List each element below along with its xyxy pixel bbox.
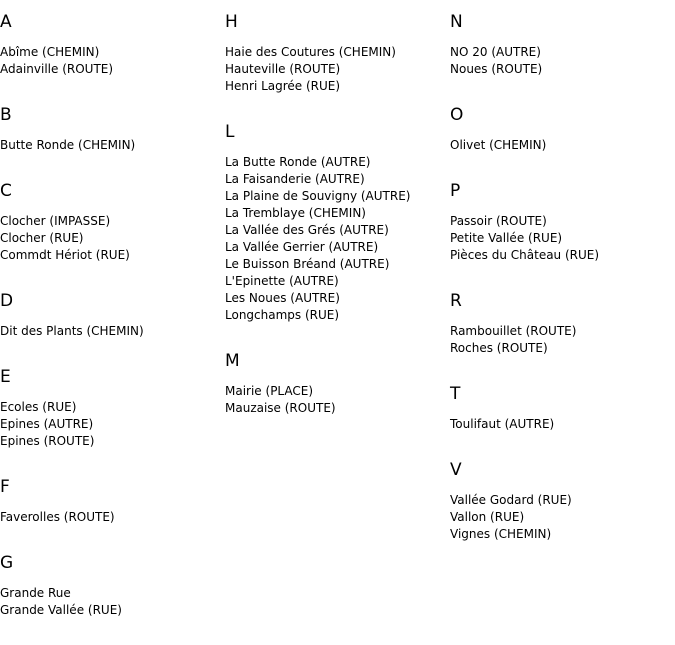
letter-group-e <box>0 366 224 450</box>
street-link[interactable]: L'Epinette (AUTRE) <box>225 274 339 288</box>
street-link[interactable]: Hauteville (ROUTE) <box>225 62 341 76</box>
street-list <box>225 154 449 324</box>
street-link[interactable]: Vignes (CHEMIN) <box>450 527 552 541</box>
letter-heading: C <box>0 181 12 201</box>
letter-heading: T <box>450 384 461 404</box>
street-link[interactable]: Henri Lagrée (RUE) <box>225 79 341 93</box>
letter-heading: P <box>450 181 461 201</box>
street-list <box>225 44 449 95</box>
street-link[interactable]: Commdt Hériot (RUE) <box>0 248 130 262</box>
street-link[interactable]: La Vallée des Grés (AUTRE) <box>225 223 389 237</box>
street-link[interactable]: Epines (AUTRE) <box>0 417 94 431</box>
street-list <box>450 416 674 433</box>
letter-group-b <box>0 104 224 154</box>
street-link[interactable]: Clocher (RUE) <box>0 231 84 245</box>
letter-group-o <box>450 104 674 154</box>
street-list <box>0 509 224 526</box>
street-link[interactable]: Passoir (ROUTE) <box>450 214 547 228</box>
letter-heading: V <box>450 460 462 480</box>
letter-heading: A <box>0 12 12 32</box>
street-list <box>450 323 674 357</box>
letter-group-m <box>225 350 449 417</box>
street-link[interactable]: Dit des Plants (CHEMIN) <box>0 324 144 338</box>
letter-heading: O <box>450 105 464 125</box>
letter-group-a <box>0 11 224 78</box>
street-link[interactable]: Roches (ROUTE) <box>450 341 548 355</box>
letter-group-g <box>0 552 224 619</box>
street-link[interactable]: Mairie (PLACE) <box>225 384 314 398</box>
street-list <box>0 213 224 264</box>
letter-heading: E <box>0 367 11 387</box>
street-link[interactable]: Le Buisson Bréand (AUTRE) <box>225 257 390 271</box>
street-link[interactable]: Petite Vallée (RUE) <box>450 231 563 245</box>
street-list <box>450 492 674 543</box>
street-link[interactable]: Longchamps (RUE) <box>225 308 340 322</box>
street-list <box>450 137 674 154</box>
letter-group-p <box>450 180 674 264</box>
street-index-column-1 <box>0 11 224 645</box>
letter-heading: N <box>450 12 463 32</box>
street-link[interactable]: Mauzaise (ROUTE) <box>225 401 336 415</box>
street-link[interactable]: Clocher (IMPASSE) <box>0 214 111 228</box>
letter-heading: R <box>450 291 462 311</box>
street-list <box>450 213 674 264</box>
street-link[interactable]: La Faisanderie (AUTRE) <box>225 172 365 186</box>
street-link[interactable]: Vallée Godard (RUE) <box>450 493 572 507</box>
street-list <box>0 44 224 78</box>
street-index-column-2 <box>225 11 449 443</box>
letter-heading: B <box>0 105 12 125</box>
street-link[interactable]: La Butte Ronde (AUTRE) <box>225 155 371 169</box>
letter-heading: M <box>225 351 240 371</box>
street-link[interactable]: Rambouillet (ROUTE) <box>450 324 577 338</box>
street-link[interactable]: NO 20 (AUTRE) <box>450 45 541 59</box>
letter-group-t <box>450 383 674 433</box>
street-link[interactable]: Abîme (CHEMIN) <box>0 45 100 59</box>
street-list <box>0 585 224 619</box>
street-link[interactable]: La Plaine de Souvigny (AUTRE) <box>225 189 411 203</box>
street-link[interactable]: Pièces du Château (RUE) <box>450 248 600 262</box>
street-link[interactable]: La Tremblaye (CHEMIN) <box>225 206 366 220</box>
street-link[interactable]: Olivet (CHEMIN) <box>450 138 547 152</box>
letter-heading: D <box>0 291 14 311</box>
street-index-column-3 <box>450 11 674 569</box>
street-list <box>450 44 674 78</box>
letter-heading: G <box>0 553 14 573</box>
street-link[interactable]: Adainville (ROUTE) <box>0 62 114 76</box>
letter-group-d <box>0 290 224 340</box>
street-link[interactable]: Epines (ROUTE) <box>0 434 95 448</box>
letter-group-n <box>450 11 674 78</box>
street-link[interactable]: Faverolles (ROUTE) <box>0 510 115 524</box>
letter-heading: H <box>225 12 238 32</box>
letter-group-c <box>0 180 224 264</box>
street-list <box>225 383 449 417</box>
street-link[interactable]: Vallon (RUE) <box>450 510 525 524</box>
letter-group-r <box>450 290 674 357</box>
street-list <box>0 323 224 340</box>
letter-heading: F <box>0 477 10 497</box>
letter-group-h <box>225 11 449 95</box>
letter-group-v <box>450 459 674 543</box>
street-link[interactable]: Grande Vallée (RUE) <box>0 603 122 617</box>
street-link[interactable]: Butte Ronde (CHEMIN) <box>0 138 136 152</box>
street-link[interactable]: Les Noues (AUTRE) <box>225 291 340 305</box>
letter-group-l <box>225 121 449 324</box>
street-link[interactable]: Toulifaut (AUTRE) <box>450 417 555 431</box>
street-list <box>0 137 224 154</box>
street-link[interactable]: Ecoles (RUE) <box>0 400 77 414</box>
letter-group-f <box>0 476 224 526</box>
street-list <box>0 399 224 450</box>
street-link[interactable]: Noues (ROUTE) <box>450 62 543 76</box>
street-link[interactable]: Grande Rue <box>0 586 71 600</box>
letter-heading: L <box>225 122 235 142</box>
street-link[interactable]: La Vallée Gerrier (AUTRE) <box>225 240 379 254</box>
street-link[interactable]: Haie des Coutures (CHEMIN) <box>225 45 396 59</box>
